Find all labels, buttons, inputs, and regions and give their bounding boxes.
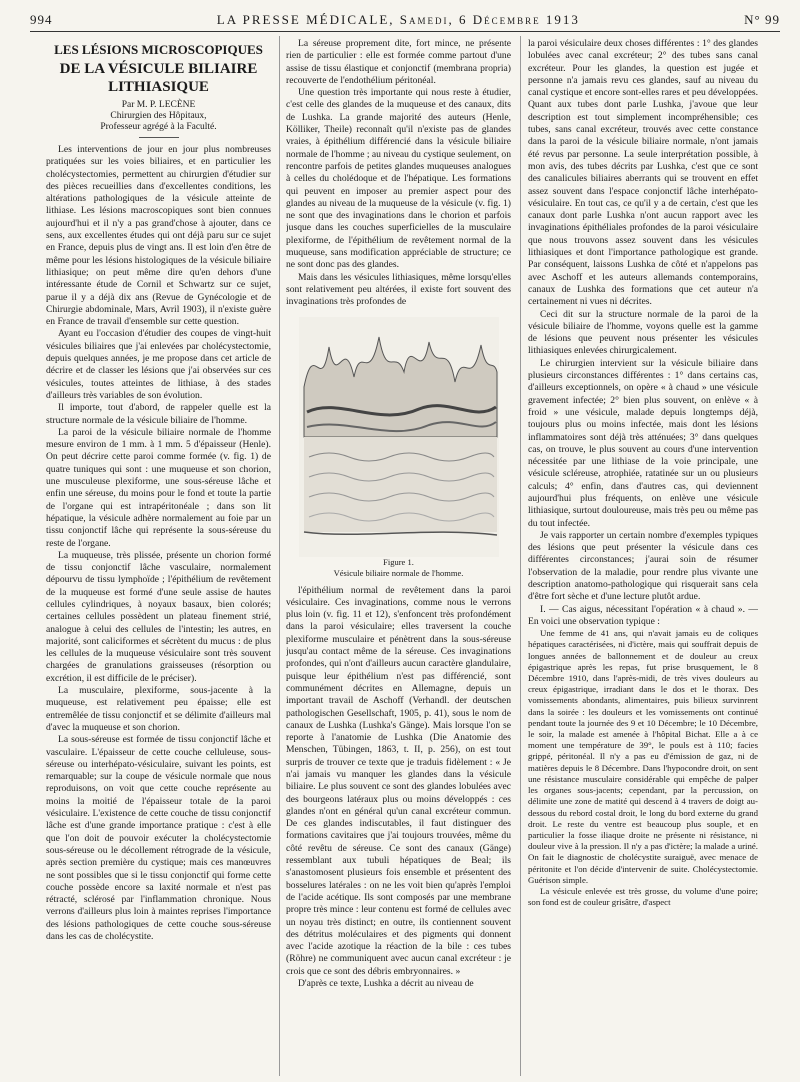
paragraph: La sous-séreuse est formée de tissu conjonctif lâche et vasculaire. L'épaisseur de cette couche celluleuse, sous-séreuse ou interhépato-vésiculaire, suivant les points, est remarquable; sur la coupe de vésicule normale que nous reproduisons, on voit que cette couche représente au moins la moitié de l'épaisseur totale de la paroi vésiculaire. L'existence de cette couche de tissu conjonctif lâche est d'une grande importance pratique : c'est à elle que l'on doit de pouvoir exécuter la cholécystectomie sous-séreuse ou le décollement rétrograde de la vésicule, après section première du cystique; mais ces manœuvres ne sont possibles que si le tissu conjonctif qui forme cette couche possède encore sa laxité normale et n'est pas rétracté, sclérosé par l'inflammation chronique. Nous verrons d'ailleurs plus loin à maintes reprises l'importance des lésions pathologiques de cette couche sous-séreuse dans les cas de cholécystite. xyxy=(46,734,271,942)
paragraph: D'après ce texte, Lushka a décrit au niveau de xyxy=(298,978,474,990)
journal-title: LA PRESSE MÉDICALE, Samedi, 6 Décembre 1913 xyxy=(216,12,580,27)
header-rule xyxy=(30,31,780,32)
paragraph: Ceci dit sur la structure normale de la paroi de la vésicule biliaire de l'homme, voyons quelle est la gamme de lésions que peuvent nous présenter les vésicules lithiasiques enlevées chirurgicalement. xyxy=(528,308,758,357)
section-heading: I. — Cas aigus, nécessitant l'opération « à chaud ». — En voici une observation typique : xyxy=(528,603,758,627)
issue-number: N° 99 xyxy=(744,12,780,27)
paragraph: Le chirurgien intervient sur la vésicule biliaire dans plusieurs circonstances différentes : 1° dans certains cas, d'ailleurs exceptionnels, on opère « à chaud » une vésicule gravement infectée; 2° bien plus souvent, on enlève « à froid » une vésicule, malade depuis longtemps déjà, toujours plus ou moins infectée, mais dont les lésions inflammatoires sont déjà très atténuées; 3° dans quelques cas, on trouve, le plus souvent au cours d'une intervention nécessitée par une lithiase de la voie principale, une vésicule scléreuse, atrophiée, ratatinée sur un ou plusieurs calculs; 4° enfin, dans d'autres cas, qui deviennent aujourd'hui plus fréquents, on enlève une vésicule lithiasique, surtout douloureuse, mais très peu ou même pas du tout infectée. xyxy=(528,357,758,529)
author-affiliation: Chirurgien des Hôpitaux, xyxy=(110,111,207,121)
paragraph: la paroi vésiculaire deux choses différentes : 1° des glandes lobulées avec canal excréteur; 2° des tubes sans canal excréteur. Pour les glandes, la question est jugée et personne n'a jamais revu ces glandes, sauf au niveau du canal cystique et encore sont-elles rares et peu développées. Quant aux tubes dont parle Lushka, j'avoue que leur description est tout simplement incompréhensible; ces tubes, sans canal excréteur, trouvés avec cette constance dans la paroi de la vésicule biliaire normale, n'ont jamais été revus par personne. La seule interprétation possible, à mon avis, des tubes décrits par Lushka, c'est que ce sont des canalicules biliaires aberrants qui se trouvent en effet assez souvent dans l'espace conjonctif lâche interhépato-vésiculaire. En tout cas, ce qu'il y a de certain, c'est que les canaux dont parle Lushka n'ont aucun rapport avec les invaginations épithéliales profondes de la paroi vésiculaire que nous trouvons assez souvent dans les vésicules lithiasiques et dont l'importance pathologique est grande. Par conséquent, laissons Lushka de côté et n'appelons pas avec Aschoff et les auteurs allemands contemporains, canaux de Lushka des formations que cet auteur n'a certainement ni vues ni décrites. xyxy=(528,38,758,308)
column-divider xyxy=(520,36,521,1076)
column-divider xyxy=(279,36,280,1076)
figure-label: Figure 1. xyxy=(383,556,414,567)
paragraph: Mais dans les vésicules lithiasiques, même lorsqu'elles sont relativement peu altérées, il existe fort souvent des invaginations très profondes de xyxy=(286,271,511,308)
article-title-line-2: DE LA VÉSICULE BILIAIRE LITHIASIQUE xyxy=(59,61,258,95)
article-title-line-1: LES LÉSIONS MICROSCOPIQUES xyxy=(54,42,263,57)
column-3 xyxy=(528,38,758,1078)
paragraph: La séreuse proprement dite, fort mince, ne présente rien de particulier : elle est formée comme partout d'une assise de tissu élastique et conjonctif (membrana propria) recouverte de l'endothélium péritonéal. xyxy=(286,38,511,86)
paragraph: Je vais rapporter un certain nombre d'exemples typiques des lésions que peut présenter la vésicule dans ces différentes circonstances; j'aurai soin de résumer l'observation de la maladie, pour rendre plus vivante une description anatomo-pathologique qui risquerait sans cela d'être fort sèche et d'une lecture plutôt ardue. xyxy=(528,529,758,603)
column-2 xyxy=(286,38,511,1078)
paragraph: La musculaire, plexiforme, sous-jacente à la muqueuse, est relativement peu épaisse; elle est entremêlée de tissu conjonctif et se délimite d'ailleurs mal d'avec la muqueuse et son chorion. xyxy=(46,685,271,733)
paragraph: La paroi de la vésicule biliaire normale de l'homme mesure environ de 1 mm. à 1 mm. 5 d'épaisseur (Henle). On peut décrire cette paroi comme formée (v. fig. 1) de quatre tuniques qui sont : une muqueuse et son chorion, une musculeuse plexiforme, une sous-séreuse lâche et enfin une séreuse, du moins pour le fond et toute la partie de l'organe qui est intrapéritonéale ; dans son lit hépatique, la vésicule adhère normalement au foie par un tissu conjonctif lâche qui représente la sous-séreuse du reste de l'organe. xyxy=(46,426,271,549)
histology-illustration xyxy=(299,317,499,557)
paragraph: Ayant eu l'occasion d'étudier des coupes de vingt-huit vésicules biliaires que j'ai enlevées par cholécystectomie, depuis quelques années, je me propose dans cet article de décrire et de classer les lésions que j'ai observées sur ces vésicules, toutes atteintes de lithiase, à des stades d'ailleurs très variables de son évolution. xyxy=(46,328,271,401)
figure-1 xyxy=(286,317,511,579)
paragraph: Les interventions de jour en jour plus nombreuses pratiquées sur les voies biliaires, et en particulier les cholécystectomies, permettent au chirurgien d'étudier sur des pièces recueillies dans d'excellentes conditions, les altérations pathologiques de la vésicule atteinte de lithiase. Les lésions macroscopiques sont bien connues aujourd'hui et il n'y a pas grand'chose à ajouter, dans ce sens, aux excellentes études qui ont déjà paru sur ce sujet en France, depuis plus de vingt ans. Il est loin d'en être de même pour les lésions histologiques de la vésicule biliaire lithiasique; on peut même dire qu'en dehors d'une intéressante étude de Cornil et Schwartz sur ce sujet, parue il y a déjà dix ans (Revue de Gynécologie et de Chirurgie abdominale, Mars, Avril 1903), il n'existe guère en France de travail d'ensemble sur cette question. xyxy=(46,144,271,328)
figure-caption: Vésicule biliaire normale de l'homme. xyxy=(333,567,464,578)
paragraph: l'épithélium normal de revêtement dans la paroi vésiculaire. Ces invaginations, comme nous le verrons plus loin (v. fig. 11 et 12), s'enfoncent très profondément dans la paroi vésiculaire; elles traversent la couche plexiforme musculaire et pénètrent dans la sous-séreuse jusqu'au contact même de la séreuse. Ces invaginations profondes, qui n'ont d'ailleurs aucun caractère glandulaire, puisque leur épithélium n'est pas différencié, sont communément décrites en Allemagne, depuis un important travail de Aschoff (Verhandl. der deutschen pathologischen Gesellschaft, 1905, p. 41), sous le nom de canaux de Lushka (Lushka's Gänge). Mais lorsque l'on se reporte à l'anatomie de Lushka (Die Anatomie des Menschen, Tübingen, 1863, t. II, p. 256), on est tout surpris de trouver ce texte que je traduis fidèlement : « Je n'ai jamais vu manquer les glandes dans la vésicule biliaire. Le plus souvent ce sont des glandes lobulées avec des bourgeons latéraux plus ou moins développés : ces glandes n'ont en général qu'un canal excréteur commun. De ces glandes indiscutables, il faut distinguer des formations cavitaires que j'ai toujours trouvées, même du côté revêtu de séreuse. Ce sont des canaux (Gänge) ressemblant aux tubuli hépatiques de Beal; ils s'anastomosent plusieurs fois ensemble et présentent des bosselures latérales : on ne les voit bien qu'après l'emploi de l'acide acétique. Ils sont composés par une membrane propre très mince : leur contenu est formé de cellules avec un noyau très distinct; en outre, ils contiennent souvent des détritus moléculaires et des pigments qui donnent avec l'acide azotique la réaction de la bile : ces tubes (Röhre) ne communiquent avec aucun canal excréteur : je crois que ce sont des débris embryonnaires. » xyxy=(286,584,511,977)
paragraph: Il importe, tout d'abord, de rappeler quelle est la structure normale de la vésicule biliaire de l'homme. xyxy=(46,402,271,426)
case-report xyxy=(528,628,758,908)
page-number: 994 xyxy=(30,12,53,27)
title-rule xyxy=(139,137,179,138)
paragraph: La muqueuse, très plissée, présente un chorion formé de tissu conjonctif lâche vasculaire, normalement dépourvu de tissu lymphoïde ; l'épithélium de revêtement de la muqueuse est formé d'une seule assise de hautes cellules cylindriques, à noyaux basaux, bien colorés; certaines cellules possèdent un plateau finement strié, analogue à celui des cellules de l'intestin; les autres, en majorité, sont caliciformes et sécrètent du mucus : de plus les cellules de la muqueuse vésiculaire sont très souvent chargées de granulations graisseuses (résorption ou excrétion, il est difficile de le préciser). xyxy=(46,549,271,684)
author: Par M. P. LECÈNE xyxy=(121,100,196,110)
paragraph: La vésicule enlevée est très grosse, du volume d'une poire; son fond est de couleur grisâtre, d'aspect xyxy=(528,885,758,908)
paragraph: Une question très importante qui nous reste à étudier, c'est celle des glandes de la muqueuse et des canaux, dits de Lushka. La grande majorité des auteurs (Henle, Kölliker, Theile) reconnaît qu'il n'existe pas de glandes vraies, à épithélium différencié dans la vésicule biliaire normale de l'homme ; au niveau du cystique seulement, on rencontre parfois de petites glandes muqueuses analogues à celles du cholédoque et de l'hépatique. Les formations qui peuvent en imposer au premier aspect pour des glandes au niveau de la muqueuse de la vésicule (v. fig. 1) ne sont que des invaginations dans le chorion et parfois jusque dans les couches superficielles de la musculaire plexiforme, de l'épithélium de revêtement normal de la muqueuse, sans modification appréciable de structure; ce ne sont donc pas des glandes. xyxy=(286,87,511,271)
column-1 xyxy=(46,38,271,1078)
paragraph: Une femme de 41 ans, qui n'avait jamais eu de coliques hépatiques caractérisées, ni d'ictère, mais qui souffrait depuis de longues années de ballonnement et de douleur au creux épigastrique après les repas, fut prise brusquement, le 8 Décembre 1910, dans l'après-midi, de très vives douleurs au creux épigastrique, irradiant dans le dos et le thorax. Des vomissements abondants, alimentaires, puis bilieux survinrent dans la soirée : les douleurs et les vomissements ont continué pendant toute la journée des 9 et 10 Décembre; le 10 Décembre, le soir, la malade est amenée à l'hôpital Bichat. Elle a à ce moment une température de 39°, le pouls est à 110; facies grippé, péritonéal. Il n'y a pas eu d'émission de gaz, ni de matières depuis le 8 Décembre. Dans l'hypocondre droit, on sent une résistance musculaire considérable qui empêche de palper les organes sous-jacents; cependant, par la percussion, on délimite une zone de matité qui descend à 4 travers de doigt au-dessous du rebord costal droit, le long du bord externe du grand droit. Le reste du ventre est beaucoup plus souple, et en particulier la fosse iliaque droite ne présente ni résistance, ni douleur vive à la pression. Il n'y a pas d'ictère; la malade a uriné. On fait le diagnostic de cholécystite suraiguë, avec menace de péritonite et l'on décide d'intervenir de suite. Cholécystectomie. Guérison simple. xyxy=(528,628,758,885)
running-header xyxy=(30,12,780,30)
author-affiliation: Professeur agrégé à la Faculté. xyxy=(100,122,217,132)
